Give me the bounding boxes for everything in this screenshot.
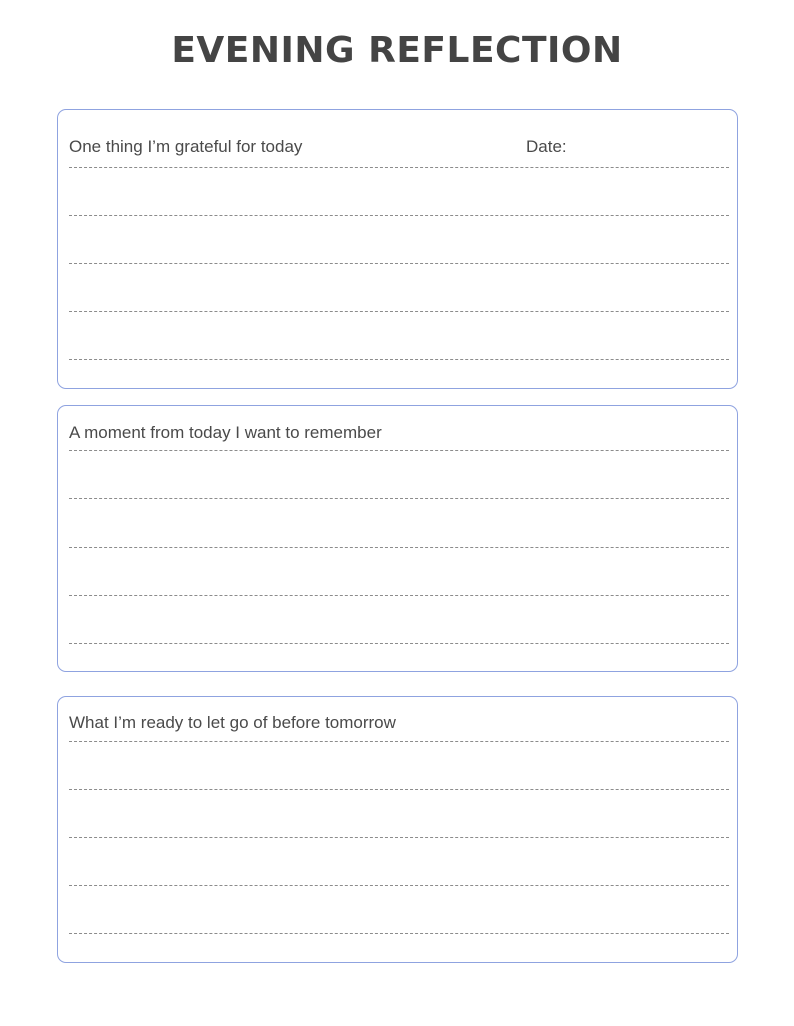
writing-line[interactable]	[69, 837, 729, 838]
writing-line[interactable]	[69, 933, 729, 934]
section-prompt: What I’m ready to let go of before tomorrow	[69, 713, 396, 732]
writing-line[interactable]	[69, 789, 729, 790]
section-prompt: A moment from today I want to remember	[69, 423, 382, 442]
writing-line[interactable]	[69, 311, 729, 312]
writing-line[interactable]	[69, 643, 729, 644]
writing-line[interactable]	[69, 498, 729, 499]
reflection-card-grateful	[57, 109, 738, 389]
writing-line[interactable]	[69, 885, 729, 886]
writing-line[interactable]	[69, 595, 729, 596]
section-prompt: One thing I’m grateful for today	[69, 137, 303, 156]
reflection-card-moment	[57, 405, 738, 672]
page-title: EVENING REFLECTION	[171, 30, 623, 71]
reflection-card-let-go	[57, 696, 738, 963]
writing-line[interactable]	[69, 547, 729, 548]
writing-line[interactable]	[69, 450, 729, 451]
writing-line[interactable]	[69, 215, 729, 216]
writing-line[interactable]	[69, 263, 729, 264]
writing-line[interactable]	[69, 741, 729, 742]
date-label: Date:	[526, 137, 567, 156]
writing-line[interactable]	[69, 167, 729, 168]
writing-line[interactable]	[69, 359, 729, 360]
